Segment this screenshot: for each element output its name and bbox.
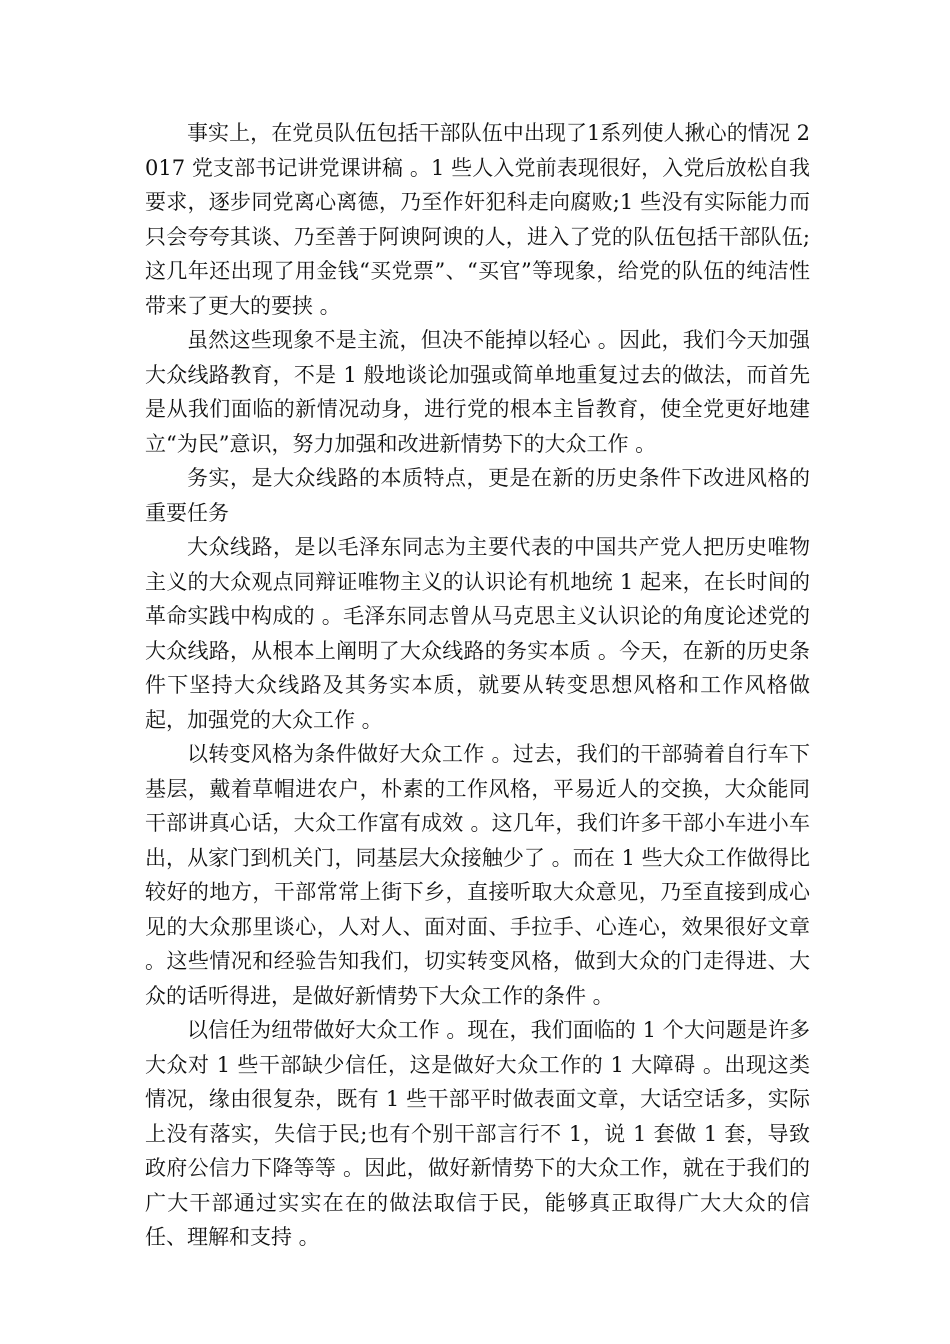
paragraph-4: 大众线路，是以毛泽东同志为主要代表的中国共产党人把历史唯物主义的大众观点同辩证唯物主义的认识论有机地统 1 起来，在长时间的革命实践中构成的 。毛泽东同志曾从马克思主义认识论的角度论述党的大众线路，从根本上阐明了大众线路的务实本质 。今天，在新的历史条件下坚持大众线路及其务实本质，就要从转变思想风格和工作风格做起，加强党的大众工作 。 <box>145 535 810 732</box>
paragraph-1: 事实上，在党员队伍包括干部队伍中出现了1系列使人揪心的情况 2017 党支部书记讲党课讲稿 。1 些人入党前表现很好，入党后放松自我要求，逐步同党离心离德，乃至作奸犯科走向腐败;1 些没有实际能力而只会夸夸其谈、乃至善于阿谀阿谀的人，进入了党的队伍包括干部队伍;这几年还出现了用金钱“买党票”、“买官”等现象，给党的队伍的纯洁性带来了更大的要挟 。 <box>145 121 810 318</box>
paragraph-5: 以转变风格为条件做好大众工作 。过去，我们的干部骑着自行车下基层，戴着草帽进农户，朴素的工作风格，平易近人的交换，大众能同干部讲真心话，大众工作富有成效 。这几年，我们许多干部小车进小车出，从家门到机关门，同基层大众接触少了 。而在 1 些大众工作做得比较好的地方，干部常常上街下乡，直接听取大众意见，乃至直接到成心见的大众那里谈心，人对人、面对面、手拉手、心连心，效果很好文章 。这些情况和经验告知我们，切实转变风格，做到大众的门走得进、大众的话听得进，是做好新情势下大众工作的条件 。 <box>145 742 810 1008</box>
paragraph-2: 虽然这些现象不是主流，但决不能掉以轻心 。因此，我们今天加强大众线路教育，不是 1 般地谈论加强或简单地重复过去的做法，而首先是从我们面临的新情况动身，进行党的根本主旨教育，使全党更好地建立“为民”意识，努力加强和改进新情势下的大众工作 。 <box>145 328 810 456</box>
paragraph-6: 以信任为纽带做好大众工作 。现在，我们面临的 1 个大问题是许多大众对 1 些干部缺少信任，这是做好大众工作的 1 大障碍 。出现这类情况，缘由很复杂，既有 1 些干部平时做表面文章，大话空话多，实际上没有落实，失信于民;也有个别干部言行不 1，说 1 套做 1 套，导致政府公信力下降等等 。因此，做好新情势下的大众工作，就在于我们的广大干部通过实实在在的做法取信于民，能够真正取得广大大众的信任、理解和支持 。 <box>145 1018 810 1249</box>
document-body <box>145 116 810 1255</box>
paragraph-3: 务实，是大众线路的本质特点，更是在新的历史条件下改进风格的重要任务 <box>145 466 810 525</box>
